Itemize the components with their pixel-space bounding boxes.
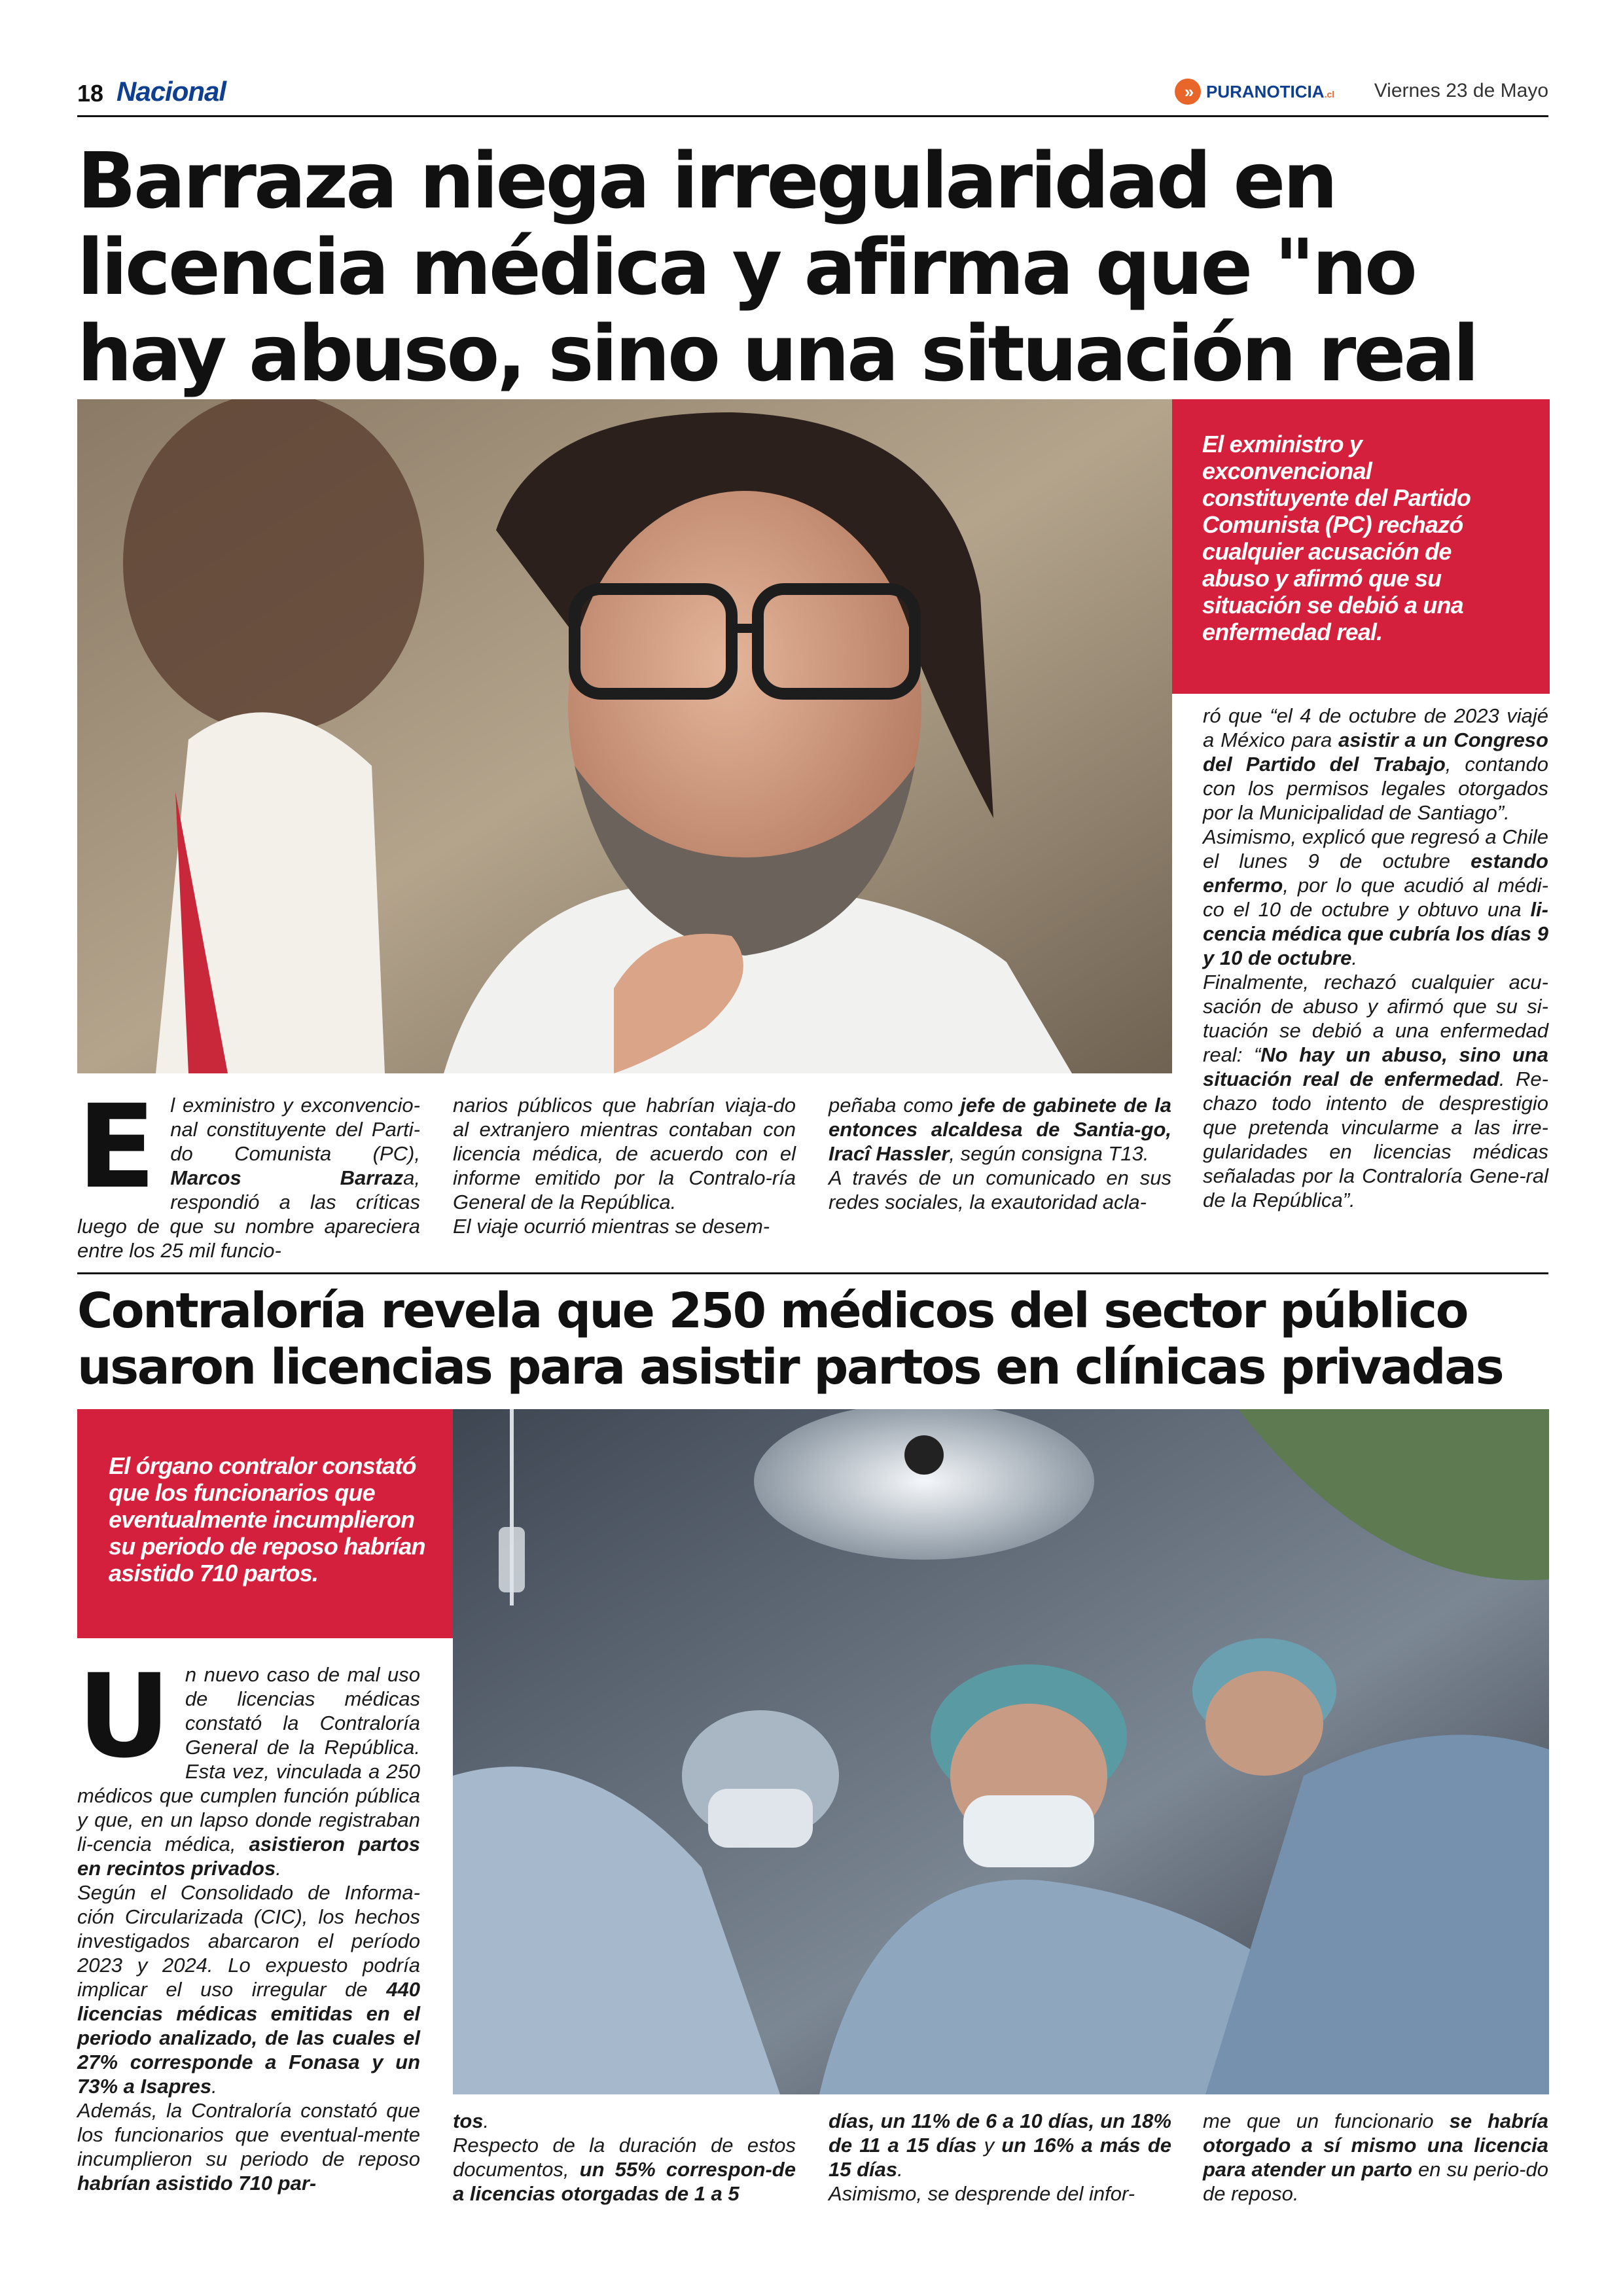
bold-text-run: jefe de gabinete de la entonces alcaldesa de Santia-go, Iracî Hassler <box>829 1094 1171 1165</box>
text-run: . <box>483 2109 490 2132</box>
bold-text-run: li-cencia médica que cubría los días 9 y 10 de octubre <box>1203 898 1548 969</box>
bold-text-run: Marcos Barraz <box>170 1166 404 1189</box>
article1-paragraph-4 <box>829 1093 1171 1166</box>
text-run: Finalmente, rechazó cualquier acu-sación de abuso y afirmó que su si-tuación se debió a una enfermedad real: “ <box>1203 971 1548 1066</box>
text-run: . <box>211 2075 217 2098</box>
article1-callout-text: El exministro y exconvencional constituyente del Partido Comunista (PC) rechazó cualquier acusación de abuso y afirmó que su situación se debió a una enfermedad real. <box>1202 431 1471 645</box>
bold-text-run: asistieron partos en recintos privados <box>77 1833 420 1880</box>
text-run: y <box>976 2134 1002 2157</box>
article2-column-4 <box>1203 2109 1548 2206</box>
article2-column-2 <box>453 2109 796 2206</box>
text-run: Respecto de la duración de estos documentos, <box>453 2134 796 2181</box>
text-run: ró que “el 4 de octubre de 2023 viajé a México para <box>1203 704 1548 751</box>
text-run: , según consigna T13. <box>949 1142 1149 1165</box>
article1-paragraph-8 <box>1203 970 1548 1212</box>
text-run: . <box>897 2158 903 2181</box>
text-run: me que un funcionario <box>1203 2109 1450 2132</box>
article2-dropcap: U <box>77 1649 171 1784</box>
header-divider <box>77 115 1548 117</box>
text-run: . <box>1351 946 1358 969</box>
article1-paragraph-7 <box>1203 825 1548 970</box>
bold-text-run: 440 licencias médicas emitidas en el periodo analizado, de las cuales el 27% corresponde a Fonasa y un 73% a Isapres <box>77 1978 420 2098</box>
text-run: , por lo que acudió al médi-co el 10 de octubre y obtuvo una <box>1203 874 1548 921</box>
bold-text-run: habrían asistido 710 par- <box>77 2172 317 2195</box>
article-divider <box>77 1272 1548 1274</box>
article2-paragraph-7: Asimismo, se desprende del infor- <box>829 2182 1135 2205</box>
text-run: . <box>276 1857 281 1880</box>
bold-text-run: días, un 11% de 6 a 10 días, un 18% de 11 a 15 días <box>829 2109 1171 2157</box>
article1-column-1 <box>77 1080 420 1263</box>
text-run: peñaba como <box>829 1094 961 1117</box>
article2-paragraph-6 <box>829 2109 1171 2181</box>
text-run: en su perio-do de reposo. <box>1203 2158 1548 2205</box>
text-run: a, respondió a las críticas luego de que su nombre apareciera entre los 25 mil funcio- <box>77 1166 420 1262</box>
article2-callout-text: El órgano contralor constató que los funcionarios que eventualmente incumplieron su periodo de reposo habrían asistido 710 partos. <box>109 1452 425 1587</box>
text-run: Según el Consolidado de Informa-ción Circularizada (CIC), los hechos investigados abarcaron el período 2023 y 2024. Lo expuesto podría implicar el uso irregular de <box>77 1881 420 2001</box>
brand-name: PURANOTICIA <box>1206 81 1325 101</box>
issue-date: Viernes 23 de Mayo <box>1374 80 1548 101</box>
article2-headline: Contraloría revela que 250 médicos del sector público usaron licencias para asistir partos en clínicas privadas <box>77 1283 1503 1395</box>
article2-callout <box>77 1409 453 1638</box>
article2-column-1 <box>77 1649 420 2195</box>
surgery-photo <box>453 1409 1549 2094</box>
bold-text-run: un 55% correspon-de a licencias otorgadas de 1 a 5 <box>453 2158 796 2205</box>
article1-paragraph-5: A través de un comunicado en sus redes sociales, la exautoridad acla- <box>829 1166 1171 1213</box>
text-run: , contando con los permisos legales otorgados por la Municipalidad de Santiago”. <box>1203 753 1548 824</box>
bold-text-run: estando enfermo <box>1203 850 1548 897</box>
barraza-photo <box>77 399 1172 1073</box>
article1-column-2 <box>453 1093 796 1238</box>
article2-paragraph-8 <box>1203 2109 1548 2206</box>
brand-arrows-icon: » <box>1175 79 1201 105</box>
text-run: l exministro y exconvencio-nal constituyente del Parti-do Comunista (PC), <box>170 1094 420 1165</box>
bold-text-run: tos <box>453 2109 484 2132</box>
bold-text-run: No hay un abuso, sino una situación real de enfermedad <box>1203 1043 1548 1090</box>
brand-logo <box>1175 79 1334 105</box>
bold-text-run: asistir a un Congreso del Partido del Trabajo <box>1203 728 1548 776</box>
text-run: . Re-chazo todo intento de desprestigio que pretenda vincularme a las irre-gularidades en licencias médicas señaladas por la Contraloría Gene-ral de la República”. <box>1203 1067 1548 1211</box>
article1-paragraph-6 <box>1203 704 1548 825</box>
article1-paragraph-3: El viaje ocurrió mientras se desem- <box>453 1215 770 1238</box>
article1-callout <box>1172 399 1550 694</box>
page-number: 18 <box>77 80 104 107</box>
article2-paragraph-2 <box>77 1880 420 2098</box>
text-run: Asimismo, explicó que regresó a Chile el lunes 9 de octubre <box>1203 825 1548 872</box>
text-run: Además, la Contraloría constató que los funcionarios que eventual-mente incumplieron su periodo de reposo <box>77 2099 420 2170</box>
brand-suffix: .cl <box>1324 88 1335 99</box>
article2-paragraph-3 <box>77 2098 420 2195</box>
article2-column-3 <box>829 2109 1171 2206</box>
article1-column-4 <box>1203 704 1548 1212</box>
article2-paragraph-5 <box>453 2133 796 2206</box>
section-label: Nacional <box>116 76 226 107</box>
article1-dropcap: E <box>77 1080 156 1214</box>
article2-paragraph-4 <box>453 2109 796 2133</box>
article1-paragraph-2: narios públicos que habrían viaja-do al extranjero mientras contaban con licencia médica, de acuerdo con el informe emitido por la Contralo-ría General de la República. <box>453 1094 796 1213</box>
article1-column-3 <box>829 1093 1171 1214</box>
article1-headline: Barraza niega irregularidad en licencia médica y afirma que "no hay abuso, sino una situación real <box>77 135 1477 399</box>
bold-text-run: un 16% a más de 15 días <box>829 2134 1171 2181</box>
text-run: n nuevo caso de mal uso de licencias médicas constató la Contraloría General de la República. Esta vez, vinculada a 250 médicos que cumplen función pública y que, en un lapso donde registraban li-cencia médica, <box>77 1663 420 1856</box>
bold-text-run: se habría otorgado a sí mismo una licencia para atender un parto <box>1203 2109 1549 2181</box>
